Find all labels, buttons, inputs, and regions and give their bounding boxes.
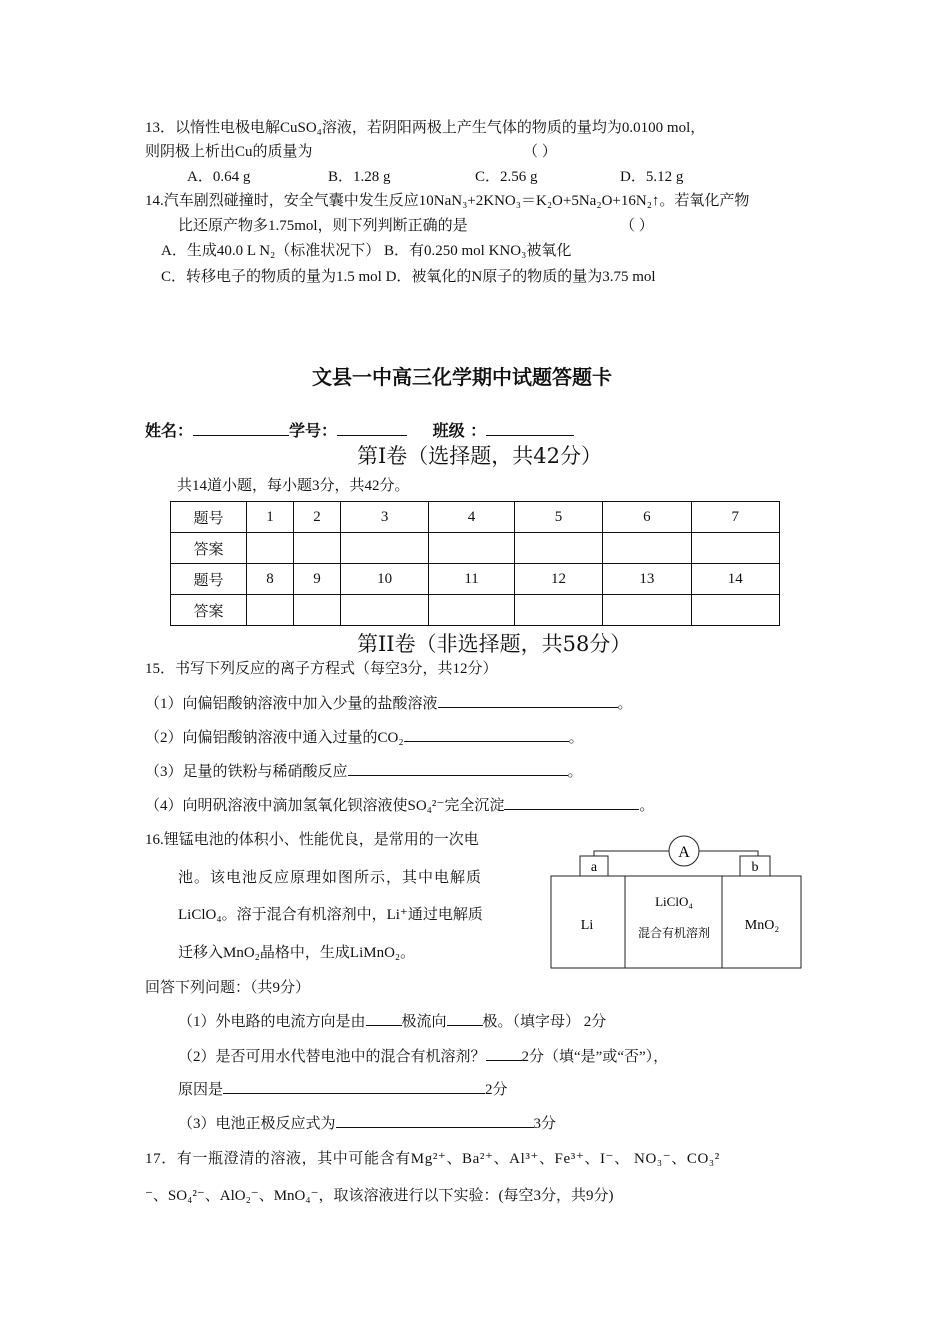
- q16-line-3: LiClO₄。溶于混合有机溶剂中，Li⁺通过电解质: [178, 907, 483, 923]
- question-number-label: 题号: [171, 502, 247, 533]
- answer-cell[interactable]: [514, 595, 602, 626]
- q15-item-2-text: （2）向偏铝酸钠溶液中通入过量的CO₂: [145, 730, 404, 746]
- question-number: 7: [691, 502, 779, 533]
- q14-line1: 14.汽车剧烈碰撞时，安全气囊中发生反应10NaN₃+2KNO₃＝K₂O+5Na₂O+16N₂↑。若氧化产物: [145, 193, 750, 209]
- student-info-row: [145, 418, 574, 441]
- q14-line2: 比还原产物多1.75mol，则下列判断正确的是: [178, 218, 468, 234]
- question-number: 13: [603, 564, 691, 595]
- solvent-label: 混合有机溶剂: [637, 926, 711, 940]
- period: 。: [567, 764, 583, 780]
- class-label: 班级 ：: [432, 421, 487, 440]
- period: 。: [568, 730, 584, 746]
- answer-cell[interactable]: [691, 595, 779, 626]
- q14-options-cd: C．转移电子的物质的量为1.5 mol D．被氧化的N原子的物质的量为3.75 mol: [161, 269, 656, 285]
- q16-blank-cathode[interactable]: [336, 1113, 534, 1128]
- q15-item-1-text: （1）向偏铝酸钠溶液中加入少量的盐酸溶液: [145, 696, 438, 712]
- q16-blank-to[interactable]: [447, 1011, 483, 1026]
- q16-sub3-a: （3）电池正极反应式为: [178, 1116, 336, 1132]
- question-number-label: 题号: [171, 564, 247, 595]
- question-number: 10: [340, 564, 428, 595]
- student-id-label: 学号：: [289, 421, 338, 440]
- card-title: 文县一中高三化学期中试题答题卡: [312, 365, 612, 389]
- electrode-li-label: Li: [580, 918, 594, 933]
- q16-reason-points: 2分: [485, 1082, 508, 1098]
- q16-sub2: [178, 1045, 668, 1066]
- part1-title: 第Ⅰ卷（选择题，共42分）: [357, 444, 603, 468]
- q13-paren: （ ）: [523, 144, 557, 160]
- q15-blank-2[interactable]: [404, 727, 569, 742]
- answer-label: 答案: [171, 533, 247, 564]
- answer-cell[interactable]: [429, 533, 514, 564]
- q16-reason-label: 原因是: [178, 1082, 224, 1098]
- table-row: [171, 533, 780, 564]
- terminal-a-label: a: [590, 860, 598, 875]
- answer-cell[interactable]: [603, 595, 691, 626]
- q15-item-3: [145, 760, 583, 781]
- part1-note: 共14道小题，每小题3分，共42分。: [177, 478, 410, 494]
- q15-item-4: [145, 794, 654, 815]
- q16-line-2: 池。该电池反应原理如图所示，其中电解质: [178, 870, 483, 886]
- question-number: 8: [247, 564, 294, 595]
- q16-sub1-b: 极流向: [401, 1014, 447, 1030]
- q13-line2: 则阴极上析出Cu的质量为: [145, 144, 313, 160]
- table-row: [171, 595, 780, 626]
- q13-option-b: B．1.28 g: [328, 169, 391, 185]
- q15-item-2: [145, 726, 584, 747]
- q13-option-a: A．0.64 g: [187, 169, 251, 185]
- part2-title: 第II卷（非选择题，共58分）: [357, 632, 632, 656]
- q16-sub1-a: （1）外电路的电流方向是由: [178, 1014, 366, 1030]
- question-number: 12: [514, 564, 602, 595]
- q17-line1: 17．有一瓶澄清的溶液，其中可能含有Mg²⁺、Ba²⁺、Al³⁺、Fe³⁺、I⁻、 NO₃⁻、CO₃²: [145, 1151, 720, 1167]
- answer-grid: [170, 501, 780, 626]
- q17-line2: ⁻、SO₄²⁻、AlO₂⁻、MnO₄⁻，取该溶液进行以下实验：(每空3分，共9分): [145, 1188, 614, 1204]
- period: 。: [617, 696, 633, 712]
- q14-options-ab: A．生成40.0 L N₂（标准状况下） B．有0.250 mol KNO₃被氧化: [161, 243, 572, 259]
- q15-blank-1[interactable]: [438, 693, 618, 708]
- q15-blank-3[interactable]: [348, 761, 568, 776]
- question-number: 1: [247, 502, 294, 533]
- answer-cell[interactable]: [293, 595, 340, 626]
- q15-stem: 15．书写下列反应的离子方程式（每空3分，共12分）: [145, 661, 498, 677]
- q15-item-4-text: （4）向明矾溶液中滴加氢氧化钡溶液使SO₄²⁻完全沉淀: [145, 798, 505, 814]
- q16-sub2-reason: [178, 1078, 508, 1099]
- period: 。: [639, 798, 655, 814]
- q16-sub1: [178, 1010, 606, 1031]
- q16-blank-from[interactable]: [366, 1011, 402, 1026]
- q15-item-1: [145, 692, 633, 713]
- class-field[interactable]: [486, 421, 574, 436]
- electrode-mno2-label: MnO₂: [744, 918, 780, 933]
- answer-cell[interactable]: [247, 533, 294, 564]
- ammeter-icon: [669, 836, 699, 866]
- q13-option-c: C．2.56 g: [475, 169, 538, 185]
- battery-diagram: [550, 834, 806, 970]
- q14-paren: （ ）: [620, 218, 654, 234]
- name-label: 姓名：: [145, 421, 194, 440]
- q16-line-1: 16.锂锰电池的体积小、性能优良，是常用的一次电: [145, 832, 479, 848]
- answer-cell[interactable]: [247, 595, 294, 626]
- q15-item-3-text: （3）足量的铁粉与稀硝酸反应: [145, 764, 348, 780]
- answer-cell[interactable]: [340, 533, 428, 564]
- question-number: 4: [429, 502, 514, 533]
- terminal-b-label: b: [751, 860, 759, 875]
- table-row: [171, 502, 780, 533]
- q16-line-4: 迁移入MnO₂晶格中，生成LiMnO₂。: [178, 945, 416, 961]
- name-field[interactable]: [193, 421, 289, 436]
- ammeter-label: A: [678, 844, 690, 861]
- question-number: 11: [429, 564, 514, 595]
- answer-cell[interactable]: [340, 595, 428, 626]
- question-number: 14: [691, 564, 779, 595]
- q16-blank-reason[interactable]: [223, 1079, 485, 1094]
- electrolyte-label: LiClO₄: [655, 894, 693, 909]
- question-number: 6: [603, 502, 691, 533]
- answer-cell[interactable]: [429, 595, 514, 626]
- q16-blank-yesno[interactable]: [486, 1046, 522, 1061]
- answer-cell[interactable]: [514, 533, 602, 564]
- q16-sub3: [178, 1112, 556, 1133]
- q13-line1: 13．以惰性电极电解CuSO₄溶液，若阴阳两极上产生气体的物质的量均为0.0100 mol，: [145, 120, 706, 136]
- answer-cell[interactable]: [293, 533, 340, 564]
- q16-sub3-points: 3分: [533, 1116, 557, 1132]
- question-number: 2: [293, 502, 340, 533]
- question-number: 5: [514, 502, 602, 533]
- table-row: [171, 564, 780, 595]
- answer-label: 答案: [171, 595, 247, 626]
- answer-cell[interactable]: [691, 533, 779, 564]
- student-id-field[interactable]: [337, 421, 407, 436]
- q16-answer-intro: 回答下列问题：（共9分）: [145, 980, 311, 996]
- q13-option-d: D．5.12 g: [620, 169, 684, 185]
- question-number: 9: [293, 564, 340, 595]
- q15-blank-4[interactable]: [504, 795, 639, 810]
- answer-cell[interactable]: [603, 533, 691, 564]
- q16-sub1-c: 极。（填字母） 2分: [482, 1014, 607, 1030]
- question-number: 3: [340, 502, 428, 533]
- q16-sub2-b: 2分（填“是”或“否”），: [521, 1049, 669, 1065]
- q16-sub2-a: （2）是否可用水代替电池中的混合有机溶剂？: [178, 1049, 486, 1065]
